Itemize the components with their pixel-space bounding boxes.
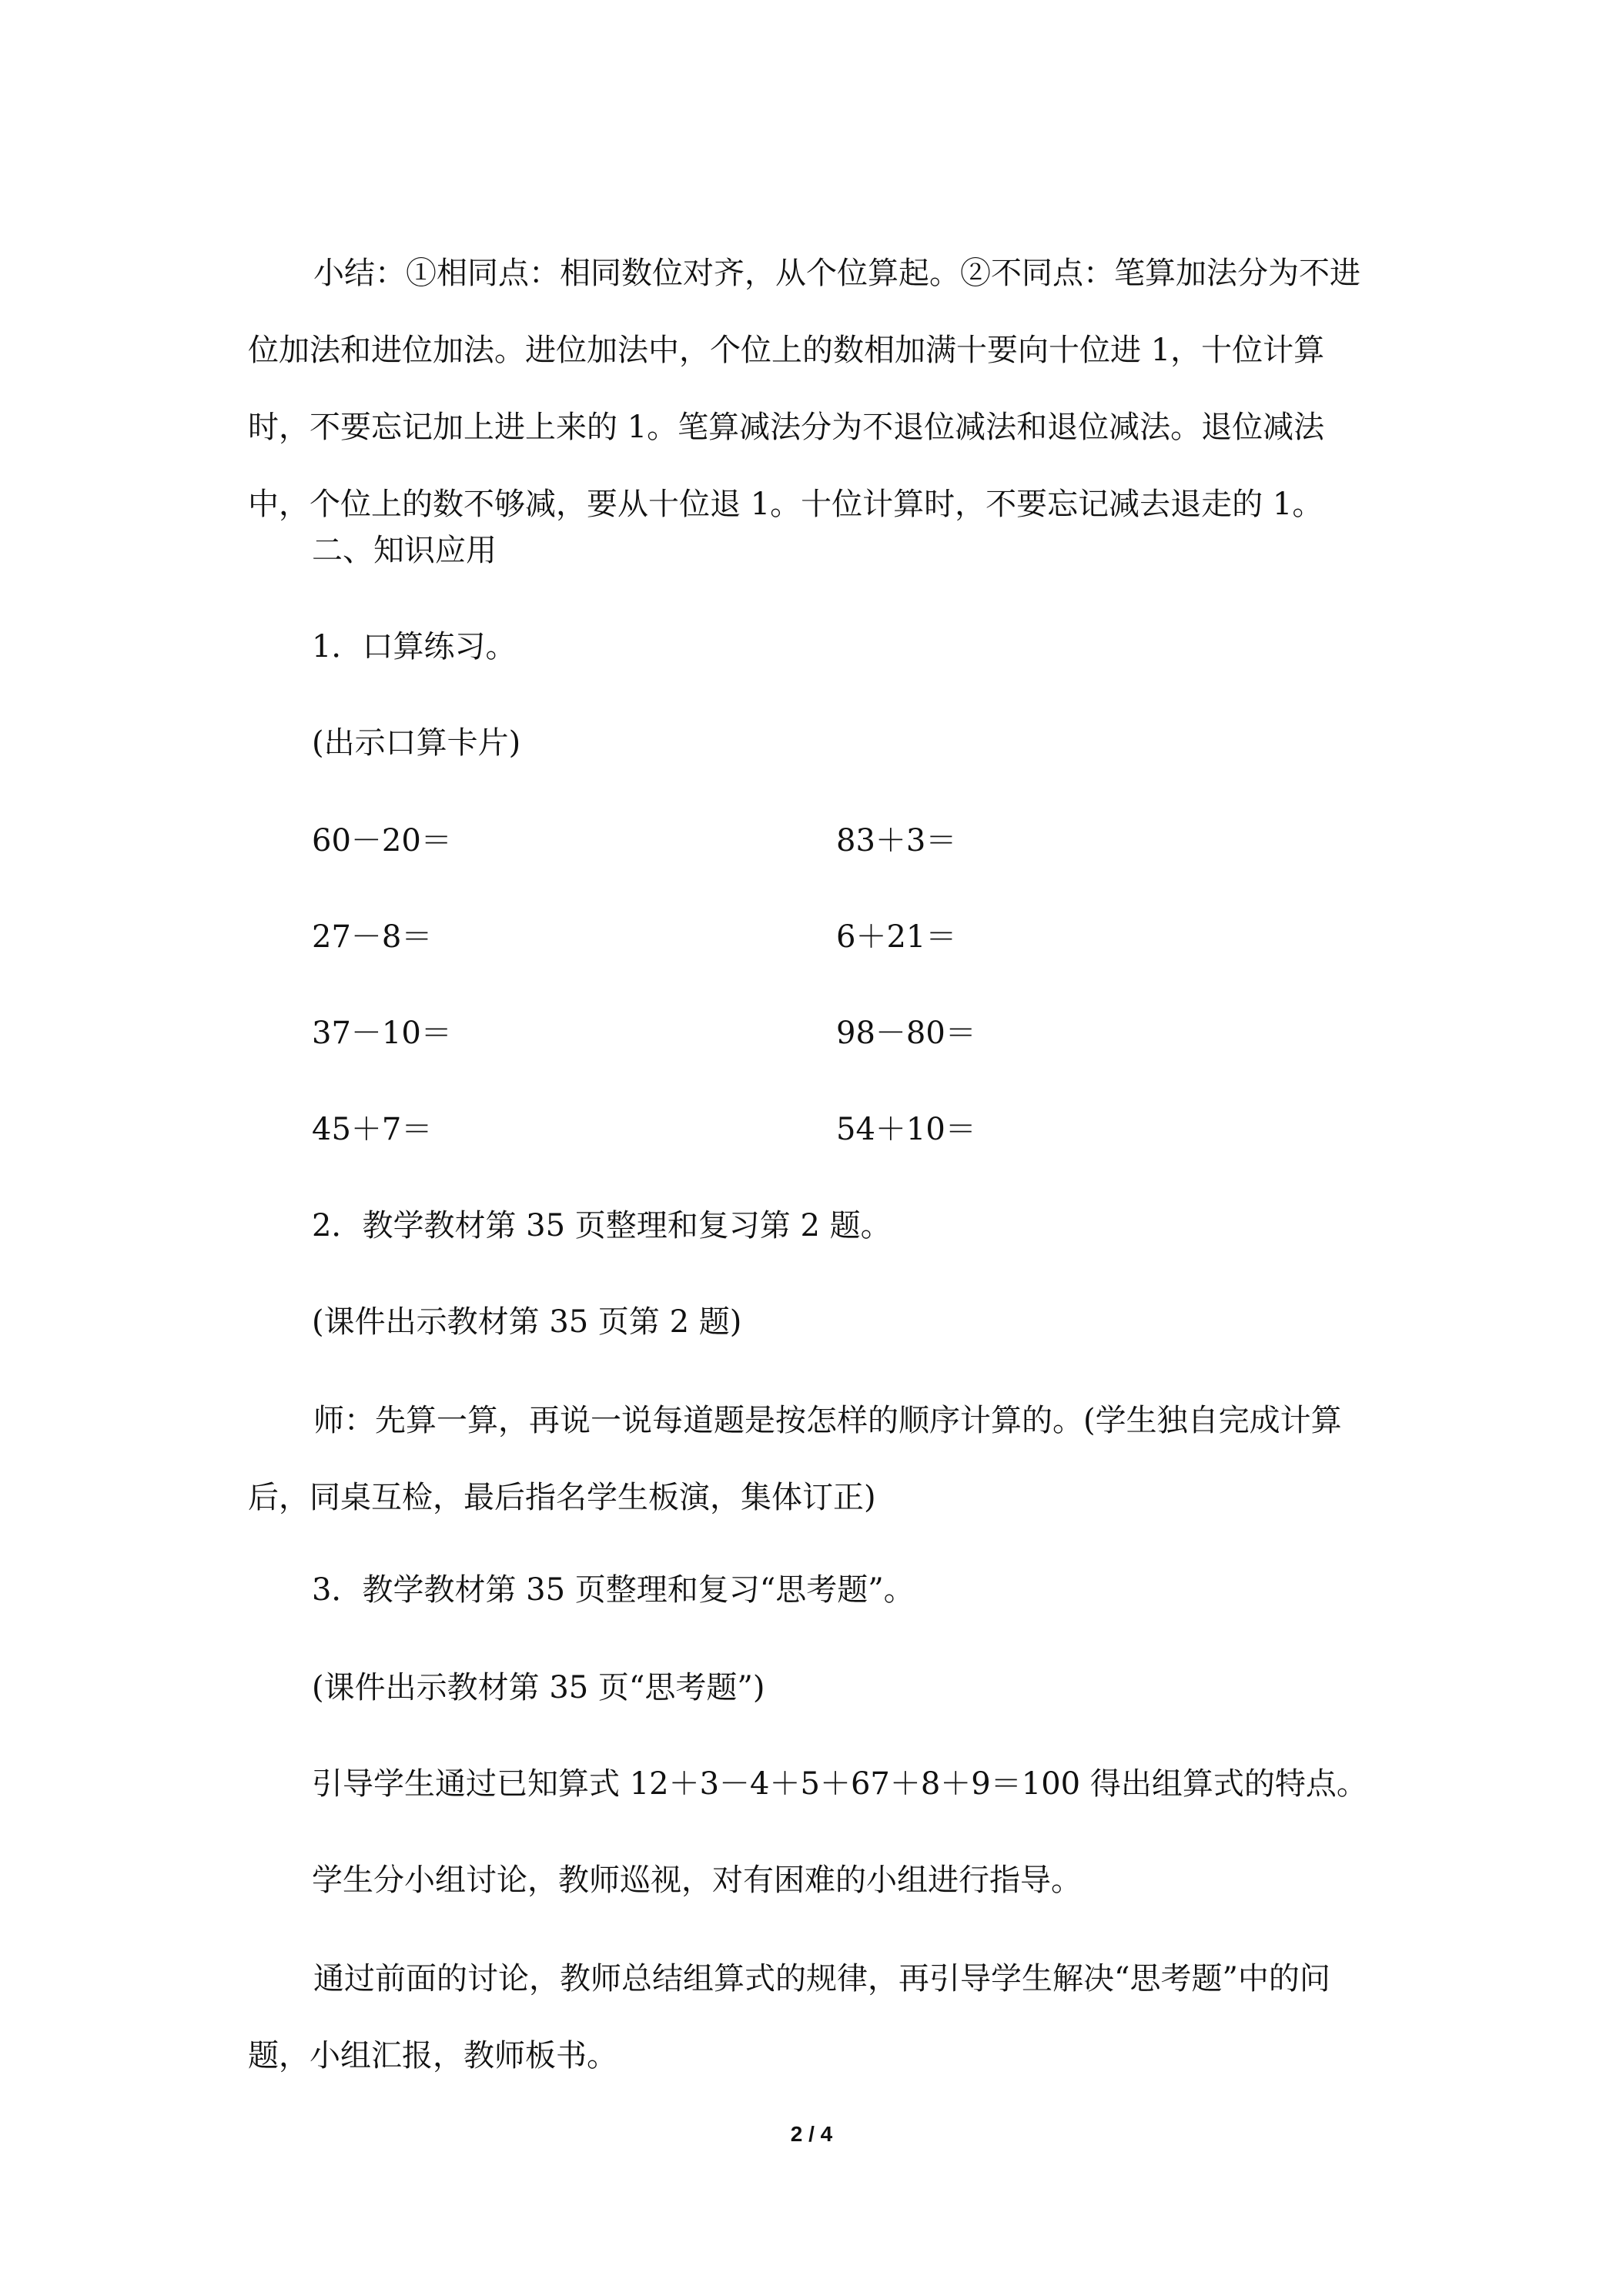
oral-card-right: 83＋3＝ (836, 823, 957, 858)
oral-card-left: 45＋7＝ (312, 1112, 433, 1147)
item3-note: (课件出示教材第 35 页“思考题”) (312, 1670, 765, 1705)
item3-title: 3．教学教材第 35 页整理和复习“思考题”。 (312, 1572, 915, 1608)
oral-card-left: 27－8＝ (312, 919, 433, 955)
item2-teacher-paragraph: 师：先算一算，再说一说每道题是按怎样的顺序计算的。(学生独自完成计算后，同桌互检，最后指名学生板演，集体订正) (248, 1403, 1342, 1515)
oral-card-left: 60－20＝ (312, 823, 452, 858)
page-number: 2 / 4 (790, 2122, 833, 2146)
item3-guide: 引导学生通过已知算式 12＋3－4＋5＋67＋8＋9＝100 得出组算式的特点。 (312, 1766, 1367, 1802)
item2-note: (课件出示教材第 35 页第 2 题) (312, 1304, 742, 1340)
summary-paragraph: 小结：①相同点：相同数位对齐，从个位算起。②不同点：笔算加法分为不进位加法和进位加法。进位加法中，个位上的数相加满十要向十位进 1，十位计算时，不要忘记加上进上来的 1。笔算减法分为不退位减法和退位减法。退位减法中，个位上的数不够减，要从十位退 1。十位计算时，不要忘记减去退走的 1。 (248, 256, 1360, 522)
oral-card-right: 98－80＝ (836, 1016, 976, 1051)
oral-card-left: 37－10＝ (312, 1016, 452, 1051)
section-heading: 二、知识应用 (312, 533, 497, 568)
item2-title: 2．教学教材第 35 页整理和复习第 2 题。 (312, 1208, 892, 1243)
item3-discuss: 学生分小组讨论，教师巡视，对有困难的小组进行指导。 (312, 1863, 1082, 1898)
item1-note: (出示口算卡片) (312, 725, 521, 761)
oral-card-right: 6＋21＝ (836, 919, 957, 955)
item3-conclude-paragraph: 通过前面的讨论，教师总结组算式的规律，再引导学生解决“思考题”中的问题，小组汇报，教师板书。 (248, 1961, 1330, 2073)
item1-title: 1．口算练习。 (312, 629, 517, 664)
oral-card-right: 54＋10＝ (836, 1112, 976, 1147)
